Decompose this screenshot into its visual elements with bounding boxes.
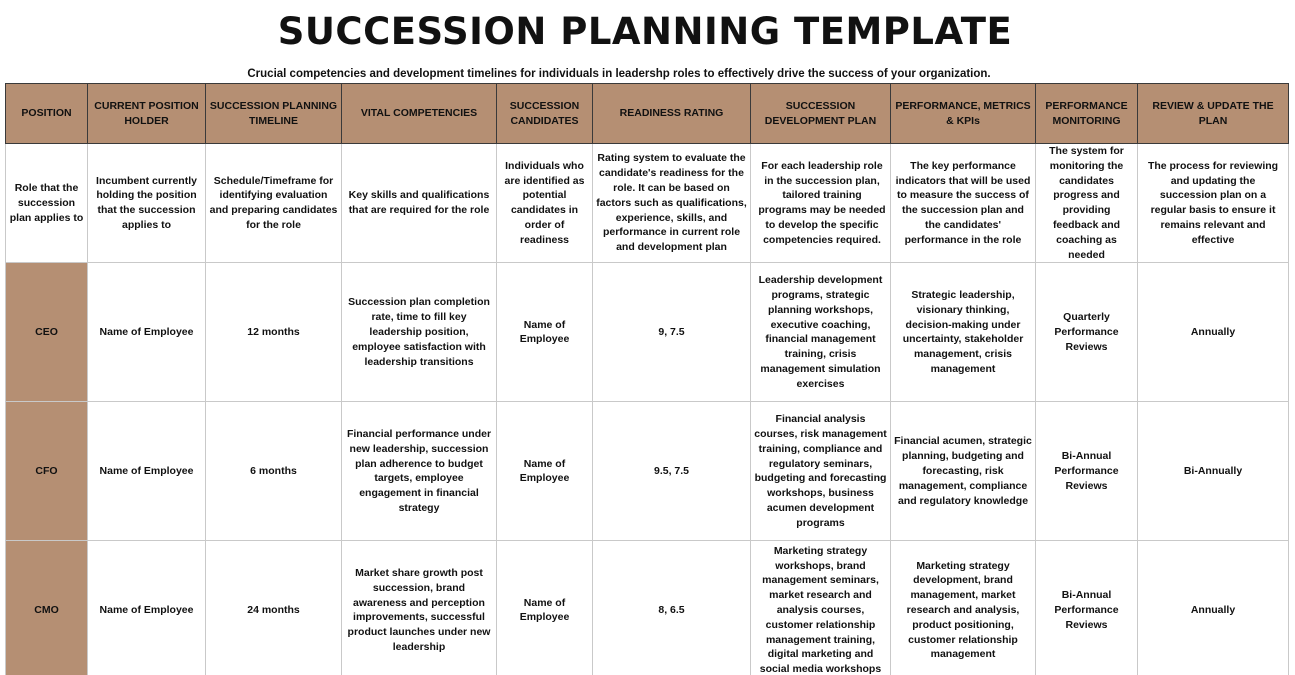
desc-development-plan: For each leadership role in the succession plan, tailored training programs may be needed to develop the specific competencies required. (751, 144, 891, 263)
cell-review: Annually (1138, 541, 1289, 675)
table-row (6, 263, 1289, 402)
desc-review: The process for reviewing and updating the succession plan on a regular basis to ensure it remains relevant and effective (1138, 144, 1289, 263)
succession-table (5, 83, 1289, 675)
cell-review: Annually (1138, 263, 1289, 402)
cell-position: CMO (6, 541, 88, 675)
cell-timeline: 6 months (206, 402, 342, 541)
cell-holder: Name of Employee (88, 402, 206, 541)
description-row (6, 144, 1289, 263)
header-current-holder: CURRENT POSITION HOLDER (88, 84, 206, 144)
header-review: REVIEW & UPDATE THE PLAN (1138, 84, 1289, 144)
cell-kpis: Marketing strategy development, brand management, market research and analysis, product positioning, customer relationship management (891, 541, 1036, 675)
cell-development: Leadership development programs, strategic planning workshops, executive coaching, financial management training, crisis management simulation exercises (751, 263, 891, 402)
cell-monitoring: Quarterly Performance Reviews (1036, 263, 1138, 402)
cell-competencies: Market share growth post succession, brand awareness and perception improvements, successful product launches under new leadership (342, 541, 497, 675)
cell-position: CFO (6, 402, 88, 541)
cell-holder: Name of Employee (88, 541, 206, 675)
cell-timeline: 24 months (206, 541, 342, 675)
cell-development: Financial analysis courses, risk management training, compliance and regulatory seminars, budgeting and forecasting workshops, business acumen development programs (751, 402, 891, 541)
page-title: SUCCESSION PLANNING TEMPLATE (277, 10, 1013, 53)
desc-candidates: Individuals who are identified as potential candidates in order of readiness (497, 144, 593, 263)
cell-kpis: Strategic leadership, visionary thinking, decision-making under uncertainty, stakeholder management, crisis management (891, 263, 1036, 402)
header-monitoring: PERFORMANCE MONITORING (1036, 84, 1138, 144)
cell-candidates: Name of Employee (497, 263, 593, 402)
desc-position: Role that the succession plan applies to (6, 144, 88, 263)
cell-kpis: Financial acumen, strategic planning, budgeting and forecasting, risk management, compliance and regulatory knowledge (891, 402, 1036, 541)
desc-timeline: Schedule/Timeframe for identifying evaluation and preparing candidates for the role (206, 144, 342, 263)
cell-candidates: Name of Employee (497, 402, 593, 541)
cell-readiness: 8, 6.5 (593, 541, 751, 675)
header-kpis: PERFORMANCE, METRICS & KPIs (891, 84, 1036, 144)
cell-monitoring: Bi-Annual Performance Reviews (1036, 402, 1138, 541)
cell-readiness: 9, 7.5 (593, 263, 751, 402)
desc-competencies: Key skills and qualifications that are required for the role (342, 144, 497, 263)
desc-kpis: The key performance indicators that will be used to measure the success of the succession plan and the candidates' performance in the role (891, 144, 1036, 263)
desc-monitoring: The system for monitoring the candidates progress and providing feedback and coaching as needed (1036, 144, 1138, 263)
table-row (6, 541, 1289, 675)
page-subtitle: Crucial competencies and development timelines for individuals in leadershp roles to effectively drive the success of your organization. (247, 68, 991, 80)
header-row (6, 84, 1289, 144)
cell-timeline: 12 months (206, 263, 342, 402)
table-row (6, 402, 1289, 541)
desc-current-holder: Incumbent currently holding the position that the succession applies to (88, 144, 206, 263)
cell-development: Marketing strategy workshops, brand management seminars, market research and analysis courses, customer relationship management training, digital marketing and social media workshops (751, 541, 891, 675)
header-readiness: READINESS RATING (593, 84, 751, 144)
cell-candidates: Name of Employee (497, 541, 593, 675)
cell-competencies: Succession plan completion rate, time to fill key leadership position, employee satisfaction with leadership transitions (342, 263, 497, 402)
header-timeline: SUCCESSION PLANNING TIMELINE (206, 84, 342, 144)
cell-position: CEO (6, 263, 88, 402)
header-development-plan: SUCCESSION DEVELOPMENT PLAN (751, 84, 891, 144)
desc-readiness: Rating system to evaluate the candidate's readiness for the role. It can be based on factors such as qualifications, experience, skills, and performance in current role and development plan (593, 144, 751, 263)
cell-holder: Name of Employee (88, 263, 206, 402)
header-position: POSITION (6, 84, 88, 144)
header-competencies: VITAL COMPETENCIES (342, 84, 497, 144)
cell-readiness: 9.5, 7.5 (593, 402, 751, 541)
cell-monitoring: Bi-Annual Performance Reviews (1036, 541, 1138, 675)
header-candidates: SUCCESSION CANDIDATES (497, 84, 593, 144)
cell-competencies: Financial performance under new leadership, succession plan adherence to budget targets, employee engagement in financial strategy (342, 402, 497, 541)
cell-review: Bi-Annually (1138, 402, 1289, 541)
